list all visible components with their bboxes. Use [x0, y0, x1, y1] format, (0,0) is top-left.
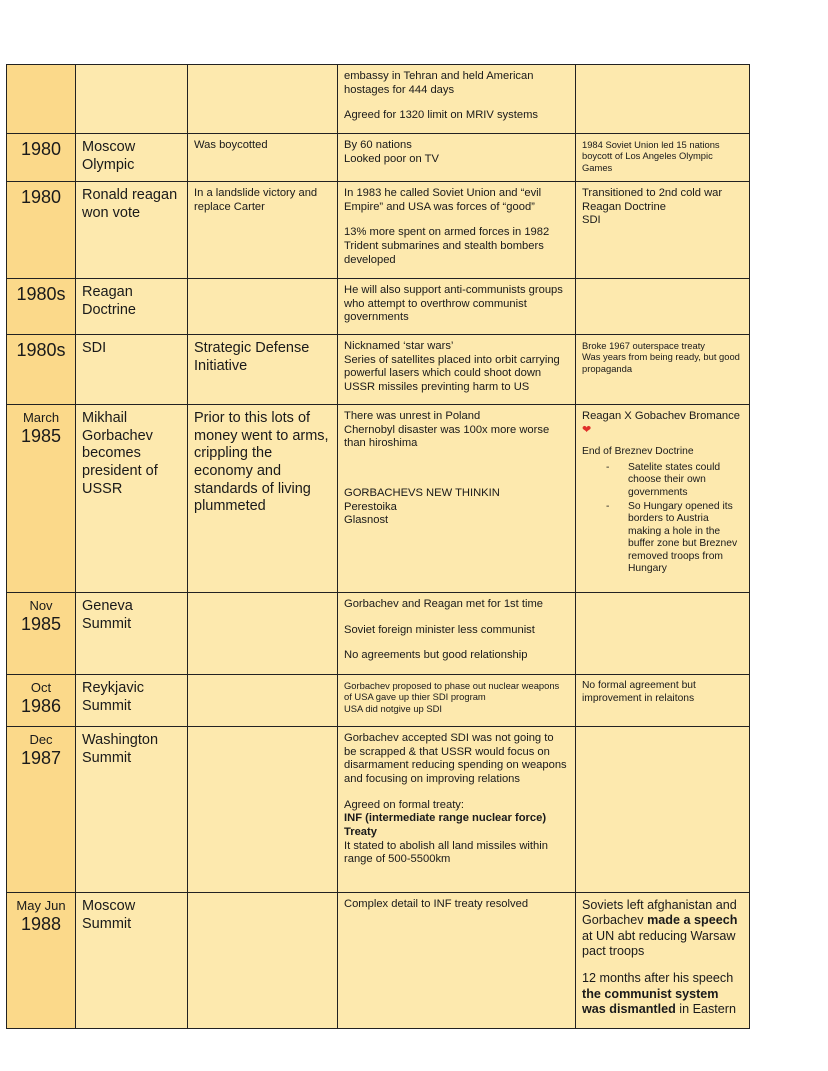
result-text	[582, 898, 737, 958]
result-cell	[576, 405, 750, 593]
event-cell	[76, 335, 188, 405]
cause-cell	[188, 893, 338, 1029]
result-text: End of Breznev Doctrine	[582, 446, 694, 458]
table-row	[7, 335, 750, 405]
detail-text: By 60 nations	[344, 139, 412, 151]
event-title: SDI	[82, 340, 107, 356]
date-year: 1985	[20, 613, 62, 634]
detail-text: Nicknamed ‘star wars’	[344, 340, 454, 352]
detail-text: There was unrest in Poland	[344, 410, 481, 422]
detail-text: Gorbachev proposed to phase out nuclear weapons of USA gave up thier SDI program	[344, 680, 560, 703]
event-title: Moscow Summit	[82, 898, 136, 932]
timeline-table	[6, 64, 750, 1029]
result-fragment: Soviets left afghanistan and Gorbachev	[582, 898, 737, 928]
result-cell	[576, 182, 750, 279]
table-row	[7, 182, 750, 279]
detail-text: It stated to abolish all land missiles within range of 500-5500km	[344, 839, 548, 866]
detail-cell	[338, 893, 576, 1029]
result-text	[582, 971, 736, 1016]
table-row	[7, 727, 750, 893]
result-cell	[576, 65, 750, 134]
date-cell	[7, 675, 76, 727]
event-cell	[76, 593, 188, 675]
result-text: Broke 1967 outerspace treaty	[582, 340, 705, 351]
detail-text: He will also support anti-communists groups who attempt to overthrow communist governments	[344, 284, 563, 324]
result-fragment-bold: made a speech	[647, 913, 738, 928]
event-title: Geneva Summit	[82, 598, 133, 632]
result-text: No formal agreement but improvement in relaitons	[582, 680, 696, 704]
event-cell	[76, 134, 188, 182]
detail-cell	[338, 65, 576, 134]
event-cell	[76, 405, 188, 593]
detail-cell	[338, 335, 576, 405]
date-cell	[7, 182, 76, 279]
detail-text: embassy in Tehran and held American hostages for 444 days	[344, 70, 534, 96]
date-cell	[7, 335, 76, 405]
date-year: 1988	[20, 913, 62, 934]
event-title: Moscow Olympic	[82, 139, 136, 173]
date-cell	[7, 405, 76, 593]
detail-cell	[338, 279, 576, 335]
result-text	[582, 410, 743, 437]
date-year: 1985	[20, 425, 62, 446]
event-cell	[76, 727, 188, 893]
result-fragment: in Eastern	[675, 1002, 736, 1017]
detail-text: Trident submarines and stealth bombers developed	[344, 239, 544, 266]
detail-text: Gorbachev accepted SDI was not going to be scrapped & that USSR would focus on disarmament reducing spending on weapons and focusing on improving relations	[344, 732, 567, 785]
date-cell	[7, 893, 76, 1029]
cause-cell	[188, 593, 338, 675]
date-prefix: Nov	[29, 598, 53, 613]
result-text: SDI	[582, 214, 601, 227]
event-title: Ronald reagan won vote	[82, 187, 178, 221]
result-cell	[576, 727, 750, 893]
event-cell	[76, 182, 188, 279]
detail-text: Glasnost	[344, 514, 389, 527]
result-fragment: at UN abt reducing Warsaw pact troops	[582, 928, 736, 959]
result-fragment-bold: the communist system was dismantled	[582, 986, 719, 1017]
detail-cell	[338, 182, 576, 279]
detail-text: 13% more spent on armed forces in 1982	[344, 226, 550, 239]
date-year: 1987	[20, 747, 62, 768]
event-title: Washington Summit	[82, 732, 159, 766]
date-year: 1980s	[16, 284, 66, 304]
table-row	[7, 65, 750, 134]
event-cell	[76, 893, 188, 1029]
detail-text: Agreed for 1320 limit on MRIV systems	[344, 109, 538, 122]
cause-cell	[188, 335, 338, 405]
result-text: Was years from being ready, but good propaganda	[582, 351, 740, 374]
result-text: Reagan Doctrine	[582, 200, 666, 213]
list-item: - So Hungary opened its borders to Austria making a hole in the buffer zone but Breznev removed troops from Hungary	[628, 501, 743, 576]
detail-text: Series of satellites placed into orbit carrying powerful lasers which could shoot down USSR missiles previnting harm to US	[344, 353, 560, 393]
detail-text: Gorbachev and Reagan met for 1st time	[344, 598, 543, 610]
cause-cell	[188, 134, 338, 182]
date-cell	[7, 593, 76, 675]
table-row	[7, 405, 750, 593]
date-cell	[7, 65, 76, 134]
result-cell	[576, 134, 750, 182]
cause-cell	[188, 279, 338, 335]
date-year: 1980	[20, 139, 62, 159]
result-cell	[576, 335, 750, 405]
detail-cell	[338, 593, 576, 675]
result-fragment: 12 months after his speech	[582, 971, 734, 986]
cause-text: Prior to this lots of money went to arms, crippling the economy and standards of living plummeted	[194, 410, 329, 515]
detail-text: Perestoika	[344, 500, 397, 513]
cause-text: Was boycotted	[194, 139, 268, 151]
cause-cell	[188, 65, 338, 134]
detail-text: Chernobyl disaster was 100x more worse than hiroshima	[344, 423, 550, 450]
date-year: 1980	[20, 187, 62, 207]
detail-cell	[338, 405, 576, 593]
result-text: 1984 Soviet Union led 15 nations boycott of Los Angeles Olympic Games	[582, 139, 720, 173]
result-cell	[576, 279, 750, 335]
table-row	[7, 593, 750, 675]
detail-text: USA did notgive up SDI	[344, 702, 442, 714]
detail-cell	[338, 727, 576, 893]
cause-cell	[188, 727, 338, 893]
detail-text: No agreements but good relationship	[344, 649, 528, 662]
cause-text: In a landslide victory and replace Carter	[194, 187, 318, 213]
detail-cell	[338, 675, 576, 727]
result-cell	[576, 593, 750, 675]
table-row	[7, 279, 750, 335]
date-prefix: Oct	[30, 680, 52, 695]
event-title: Reagan Doctrine	[82, 284, 136, 318]
date-cell	[7, 727, 76, 893]
cause-cell	[188, 182, 338, 279]
date-year: 1980s	[16, 340, 66, 360]
date-cell	[7, 134, 76, 182]
list-item: - Satelite states could choose their own governments	[628, 462, 743, 500]
date-cell	[7, 279, 76, 335]
detail-text: In 1983 he called Soviet Union and “evil Empire” and USA was forces of “good”	[344, 187, 542, 213]
cause-cell	[188, 675, 338, 727]
event-title: Reykjavic Summit	[82, 680, 145, 714]
event-cell	[76, 675, 188, 727]
detail-cell	[338, 134, 576, 182]
result-bullets	[582, 462, 743, 576]
event-cell	[76, 279, 188, 335]
cause-cell	[188, 405, 338, 593]
detail-text: GORBACHEVS NEW THINKIN	[344, 486, 500, 499]
detail-text-bold: INF (intermediate range nuclear force) Treaty	[344, 812, 547, 838]
table-row	[7, 675, 750, 727]
result-cell	[576, 675, 750, 727]
detail-text: Complex detail to INF treaty resolved	[344, 898, 529, 910]
detail-text: Soviet foreign minister less communist	[344, 623, 535, 636]
date-year: 1986	[20, 695, 62, 716]
event-cell	[76, 65, 188, 134]
result-line: Reagan X Gobachev Bromance	[582, 410, 740, 422]
result-text: Transitioned to 2nd cold war	[582, 187, 723, 199]
date-prefix: March	[22, 410, 60, 425]
cause-text: Strategic Defense Initiative	[194, 340, 310, 374]
detail-text: Looked poor on TV	[344, 152, 439, 165]
detail-text: Agreed on formal treaty:	[344, 798, 465, 811]
result-cell	[576, 893, 750, 1029]
date-prefix: May Jun	[16, 898, 66, 913]
table-row	[7, 893, 750, 1029]
date-prefix: Dec	[29, 732, 53, 747]
table-row	[7, 134, 750, 182]
event-title: Mikhail Gorbachev becomes president of USSR	[82, 410, 158, 497]
heart-icon: ❤	[582, 423, 592, 436]
